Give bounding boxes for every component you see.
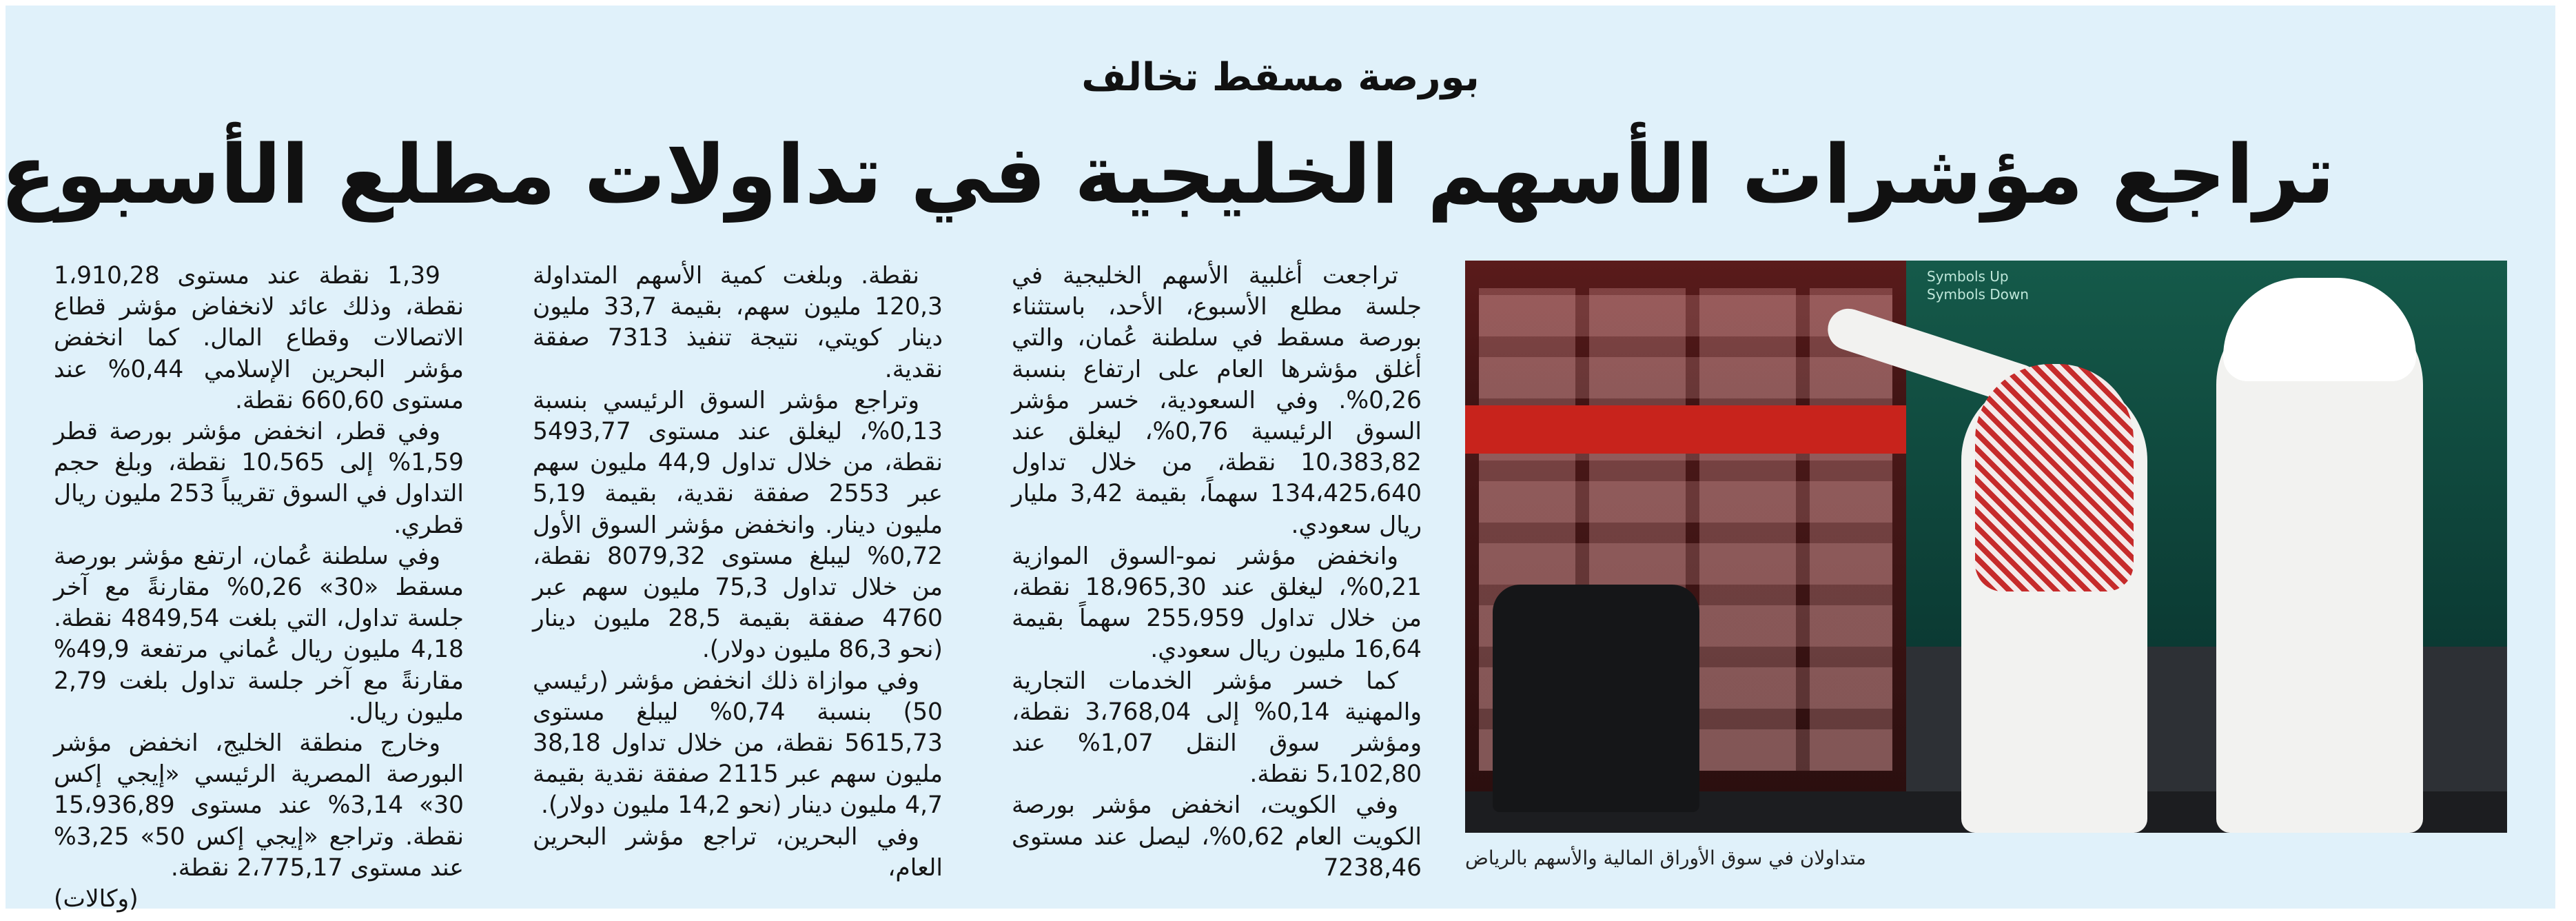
paragraph: وتراجع مؤشر السوق الرئيسي بنسبة 0,13%، ليغلق عند مستوى 5493,77 نقطة، من خلال تداول 44,9 مليون سهم عبر 2553 صفقة نقدية، بقيمة 5,19 مليون دينار. وانخفض مؤشر السوق الأول 0,72% ليبلغ مستوى 8079,32 نقطة، من خلال تداول 75,3 مليون سهم عبر 4760 صفقة بقيمة 28,5 مليون دينار (نحو 86,3 مليون دولار).: [533, 386, 943, 664]
board-symbols: [1927, 267, 2029, 303]
board-red-band: [1465, 405, 1906, 454]
source-credit: (وكالات): [54, 885, 139, 913]
board-symbol: Symbols Down: [1927, 286, 2029, 303]
article-column-2: [533, 261, 943, 895]
paragraph: وانخفض مؤشر نمو-السوق الموازية 0,21%، ليغلق عند 18،965,30 نقطة، من خلال تداول 255،959 سهماً بقيمة 16,64 مليون ريال سعودي.: [1012, 542, 1422, 664]
article-column-3: [54, 261, 464, 913]
board-symbol: Symbols Up: [1927, 268, 2009, 285]
paragraph: وفي سلطنة عُمان، ارتفع مؤشر بورصة مسقط «30» 0,26% مقارنةً مع آخر جلسة تداول، التي بلغت 4849,54 نقطة. 4,18 مليون ريال عُماني مرتفعة 49,9% مقارنةً مع آخر جلسة تداول بلغت 2,79 مليون ريال.: [54, 542, 464, 726]
trader-figure: [2216, 302, 2423, 833]
kicker: بورصة مسقط تخالف: [1081, 55, 1480, 100]
paragraph: نقطة. وبلغت كمية الأسهم المتداولة 120,3 مليون سهم، بقيمة 33,7 مليون دينار كويتي، نتيجة تنفيذ 7313 صفقة نقدية.: [533, 262, 943, 383]
article-column-1: [1012, 261, 1422, 895]
headline: تراجع مؤشرات الأسهم الخليجية في تداولات مطلع الأسبوع: [0, 127, 2335, 222]
news-photo: [1465, 261, 2507, 833]
paragraph: 1,39 نقطة عند مستوى 1،910,28 نقطة، وذلك عائد لانخفاض مؤشر قطاع الاتصالات وقطاع المال. كما انخفض مؤشر البحرين الإسلامي 0,44% عند مستوى 660,60 نقطة.: [54, 262, 464, 414]
chair: [1493, 585, 1699, 812]
photo-caption: متداولان في سوق الأوراق المالية والأسهم بالرياض: [1465, 847, 1866, 869]
paragraph: وفي قطر، انخفض مؤشر بورصة قطر 1,59% إلى 10،565 نقطة، وبلغ حجم التداول في السوق تقريباً 253 مليون ريال قطري.: [54, 418, 464, 539]
paragraph: وفي البحرين، تراجع مؤشر البحرين العام،: [533, 822, 943, 882]
paragraph: وخارج منطقة الخليج، انخفض مؤشر البورصة المصرية الرئيسي «إيجي إكس 30» 3,14% عند مستوى 15،936,89 نقطة. وتراجع «إيجي إكس 50» 3,25% عند مستوى 2،775,17 نقطة.: [54, 729, 464, 882]
paragraph: كما خسر مؤشر الخدمات التجارية والمهنية 0,14% إلى 3،768,04 نقطة، ومؤشر سوق النقل 1,07% عند 5،102,80 نقطة.: [1012, 667, 1422, 789]
paragraph: وفي موازاة ذلك انخفض مؤشر (رئيسي 50) بنسبة 0,74% ليبلغ مستوى 5615,73 نقطة، من خلال تداول 38,18 مليون سهم عبر 2115 صفقة نقدية بقيمة 4,7 مليون دينار (نحو 14,2 مليون دولار).: [533, 667, 943, 820]
paragraph: وفي الكويت، انخفض مؤشر بورصة الكويت العام 0,62%، ليصل عند مستوى 7238,46: [1012, 791, 1422, 882]
article-panel: [0, 6, 2555, 913]
paragraph: تراجعت أغلبية الأسهم الخليجية في جلسة مطلع الأسبوع، الأحد، باستثناء بورصة مسقط في سلطنة عُمان، والتي أغلق مؤشرها العام على ارتفاع بنسبة 0,26%. وفي السعودية، خسر مؤشر السوق الرئيسية 0,76%، ليغلق عند 10،383,82 نقطة، من خلال تداول 134،425،640 سهماً، بقيمة 3,42 مليار ريال سعودي.: [1012, 262, 1422, 539]
red-ghutra: [1975, 364, 2134, 591]
